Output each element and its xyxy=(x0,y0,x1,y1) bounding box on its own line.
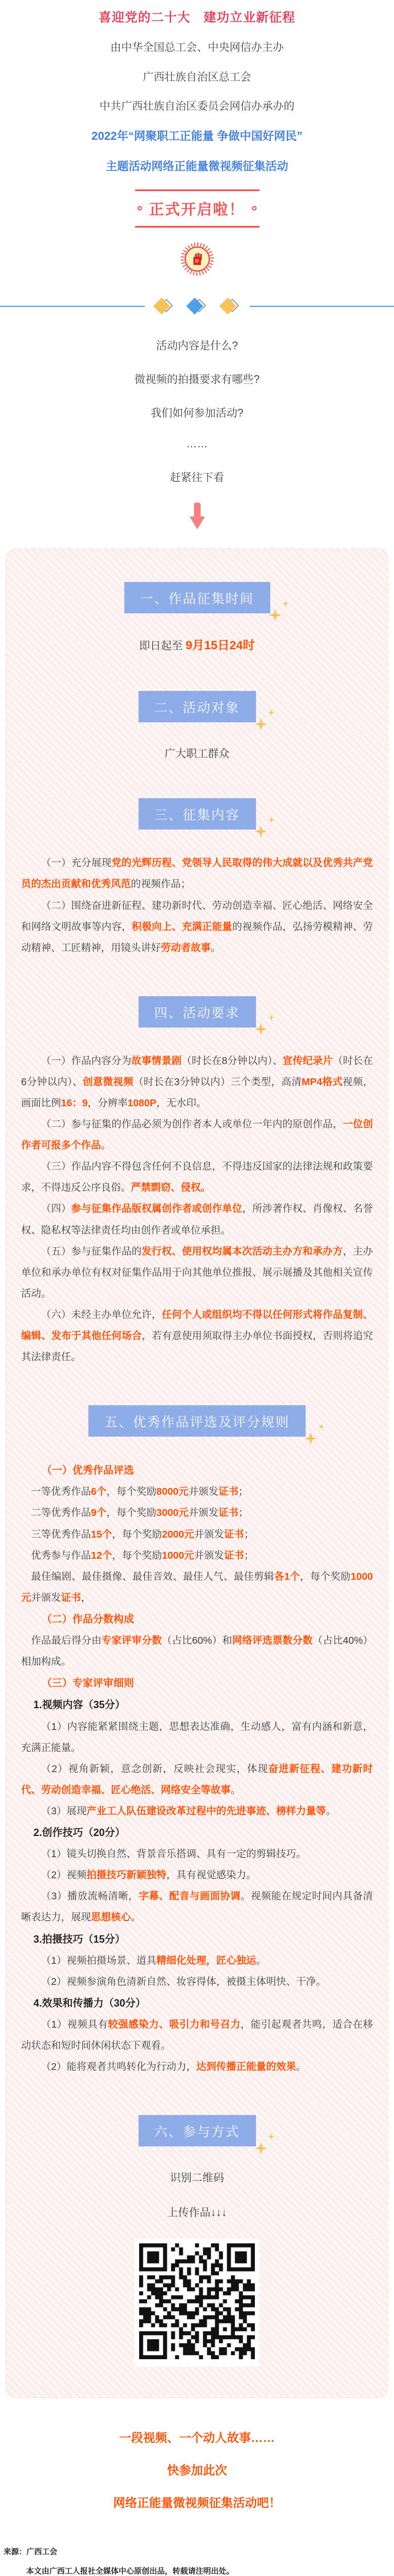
paragraph xyxy=(21,1198,373,1240)
text-segment: 并颁发 xyxy=(189,1507,219,1518)
highlight-segment: 证书 xyxy=(224,1550,244,1561)
paragraph xyxy=(21,895,373,959)
sparkle-icon xyxy=(318,1424,324,1430)
slogan-line: 网络正能量微视频征集活动吧！ xyxy=(0,2494,394,2511)
diamond-icon xyxy=(221,298,239,314)
text-segment: （2）视频参演角色清新自然、妆容得体，被摄主体明快、干净。 xyxy=(41,1976,326,1987)
paragraph xyxy=(21,1524,373,1545)
highlight-segment: 字幕、配音与画面协调 xyxy=(139,1890,241,1902)
paragraph xyxy=(21,1545,373,1566)
paragraph xyxy=(21,1865,373,1886)
paragraph xyxy=(21,2014,373,2056)
text-segment: （3）播放流畅清晰， xyxy=(41,1890,139,1902)
header-blue-line: 2022年“网聚职工正能量 争做中国好网民” xyxy=(0,129,394,144)
down-arrow-icon xyxy=(187,503,208,531)
article-footer xyxy=(0,2429,394,2576)
text-segment: 最佳编剧、最佳摄像、最佳音效、最佳人气、最佳剪辑 xyxy=(31,1571,274,1582)
text-segment: （一）充分展现 xyxy=(41,857,111,868)
highlight-segment: 达到传播正能量的效果 xyxy=(196,2061,296,2072)
text-segment: ，分辨率 xyxy=(88,1097,128,1109)
text-segment: 并颁发 xyxy=(194,1550,224,1561)
paragraph xyxy=(21,1950,373,1971)
text-segment: 的视频作品； xyxy=(131,878,191,889)
center-line xyxy=(21,2204,373,2219)
highlight-segment: 各1个 xyxy=(274,1571,300,1582)
highlight-segment: 9月15日24时 xyxy=(185,639,254,652)
text-segment: ， xyxy=(81,1592,91,1603)
paragraph xyxy=(21,1716,373,1758)
highlight-segment: 奋进新征程、建功新时代、劳动创造幸福、匠心绝活、网络安全等故事 xyxy=(21,1763,373,1795)
highlight-segment: 15个 xyxy=(91,1528,112,1540)
paragraph xyxy=(21,1886,373,1928)
text-segment: ，每个奖励 xyxy=(300,1571,351,1582)
text-segment: （2）能将观者共鸣转化为行动力， xyxy=(41,2061,196,2072)
header-lines xyxy=(0,41,394,114)
center-line xyxy=(21,2169,373,2185)
ring-dot-icon xyxy=(137,206,142,211)
text-segment: （四） xyxy=(41,1203,71,1214)
highlight-segment: 故事情景剧 xyxy=(131,1055,181,1066)
intro-question: 赶紧往下看 xyxy=(0,469,394,484)
text-segment: （1）镜头切换自然、背景音乐搭调、具有一定的剪辑技巧。 xyxy=(41,1848,306,1859)
intro-question: 活动内容是什么? xyxy=(0,337,394,353)
highlight-segment: 证书 xyxy=(61,1592,81,1603)
sub-heading: （二）作品分数构成 xyxy=(21,1608,373,1630)
text-segment: （2）视频 xyxy=(41,1869,87,1881)
criteria-heading: 3.拍摄技巧（15分） xyxy=(21,1928,373,1950)
highlight-segment: 较强感染力、吸引力和号召力 xyxy=(108,2019,240,2030)
text-segment: （三）作品内容不得包含任何不良信息，不得违反国家的法律法规和政策要求，不得违反公序良俗。 xyxy=(21,1160,373,1193)
paragraph xyxy=(21,1843,373,1865)
header-line: 中共广西壮族自治区委员会网信办承办的 xyxy=(0,99,394,114)
section-participate xyxy=(21,2115,373,2367)
text-segment: ； xyxy=(238,1507,249,1518)
article-header xyxy=(0,0,394,314)
section-badge-awards xyxy=(88,1405,306,1437)
page-title: 喜迎党的二十大 建功立业新征程 xyxy=(0,8,394,26)
sparkle-icon xyxy=(269,816,275,823)
section-audience xyxy=(21,691,373,761)
highlight-segment: 12个 xyxy=(91,1550,112,1561)
heart-icon xyxy=(123,781,149,807)
criteria-heading: 2.创作技巧（20分） xyxy=(21,1822,373,1843)
section-badge-time xyxy=(124,582,270,613)
paragraph xyxy=(21,1758,373,1801)
paragraph xyxy=(21,1630,373,1672)
intro-question: 微视频的拍摄要求有哪些? xyxy=(0,371,394,386)
sparkle-icon xyxy=(269,609,282,621)
criteria-heading: 4.效果和传播力（30分） xyxy=(21,1992,373,2014)
section-requirements xyxy=(21,996,373,1368)
paragraph xyxy=(21,1971,373,1992)
highlight-segment: 证书 xyxy=(218,1486,238,1497)
section-badge-wrap xyxy=(21,691,373,722)
section-title: 六、参与方式 xyxy=(155,2124,240,2139)
diamond-icon xyxy=(155,298,173,314)
slogan-line: 一段视频、一个动人故事…… xyxy=(0,2429,394,2446)
text-segment: 。 xyxy=(326,1805,336,1817)
text-segment: （2）视角新颖，意念创新，反映社会现实，体现 xyxy=(41,1763,268,1774)
sparkle-icon xyxy=(269,1014,275,1021)
section-title: 三、征集内容 xyxy=(155,807,240,822)
header-blue-lines xyxy=(0,129,394,175)
open-banner xyxy=(135,189,259,228)
text-segment: 。 xyxy=(231,1784,241,1795)
highlight-segment: 党的光辉历程、党领导人民取得的伟大成就以及优秀共产党员的杰出贡献和优秀风范 xyxy=(21,857,373,889)
intro-question: …… xyxy=(0,438,394,451)
section-badge-wrap xyxy=(21,996,373,1028)
text-segment: 视频，画面比例 xyxy=(21,1076,373,1109)
fist-icon xyxy=(189,251,205,267)
slogan-line: 快参加此次 xyxy=(0,2461,394,2478)
header-line: 由中华全国总工会、中央网信办主办 xyxy=(0,41,394,55)
criteria-heading: 1.视频内容（35分） xyxy=(21,1694,373,1716)
paragraph xyxy=(21,2056,373,2077)
fist-badge-circle xyxy=(185,246,210,272)
divider-line xyxy=(250,306,394,307)
content-panel xyxy=(6,548,388,2398)
text-segment: ，每个奖励 xyxy=(112,1550,162,1561)
text-segment: 。 xyxy=(131,1911,141,1923)
text-segment: 一等优秀作品 xyxy=(31,1486,91,1497)
diamond-icon xyxy=(188,298,206,314)
text-segment: （二）参与征集的作品必须为创作者本人或单位一年内的原创作品， xyxy=(41,1118,343,1130)
highlight-segment: 任何个人或组织均不得以任何形式将作品复制、编辑、发布于其他任何场合 xyxy=(21,1309,373,1341)
text-segment: 识别二维码 xyxy=(170,2172,224,2184)
text-segment: （1）内容能紧紧围绕主题，思想表达准确，生动感人，富有内涵和新意，充满正能量。 xyxy=(21,1721,373,1753)
highlight-segment: 专家评审分数 xyxy=(101,1635,162,1646)
text-segment: （时长在3分钟以内）三个类型，高清 xyxy=(133,1076,302,1087)
ring-dot-icon xyxy=(252,206,257,211)
heart-icon xyxy=(123,674,149,699)
paragraph xyxy=(21,1156,373,1198)
sparkle-icon xyxy=(304,1432,317,1445)
text-segment: （五）参与征集作品的 xyxy=(41,1245,141,1257)
text-segment: （时长在8分钟以内）、 xyxy=(182,1055,283,1066)
heart-icon xyxy=(72,1388,99,1413)
text-segment: 。 xyxy=(101,1139,111,1151)
highlight-segment: 1000元 xyxy=(21,1571,373,1603)
text-segment: ，每个奖励 xyxy=(107,1507,157,1518)
highlight-segment: 参与征集作品版权属创作者或创作单位 xyxy=(71,1203,242,1214)
divider-line xyxy=(0,306,145,307)
highlight-segment: MP4格式 xyxy=(302,1076,343,1087)
sparkle-icon xyxy=(255,2142,267,2154)
text-segment: （一）作品内容分为 xyxy=(41,1055,131,1066)
qr-code[interactable] xyxy=(139,2243,255,2359)
highlight-segment: 精细化处理，匠心独运 xyxy=(156,1955,256,1966)
highlight-segment: 积极向上、充满正能量 xyxy=(132,921,232,932)
paragraph xyxy=(21,1801,373,1822)
text-segment: ，具有视觉感染力。 xyxy=(166,1869,257,1881)
section-badge-content xyxy=(139,798,256,830)
sparkle-icon xyxy=(255,718,267,730)
highlight-segment: 1000元 xyxy=(162,1550,194,1561)
highlight-segment: 8000元 xyxy=(156,1486,188,1497)
paragraph xyxy=(21,852,373,895)
text-segment: 三等优秀作品 xyxy=(31,1528,91,1540)
text-segment: ； xyxy=(238,1486,249,1497)
highlight-segment: 拍摄技巧新颖独特 xyxy=(87,1869,166,1881)
text-segment: 即日起至 xyxy=(139,640,185,652)
highlight-segment: 证书 xyxy=(224,1528,244,1540)
section-title: 四、活动要求 xyxy=(155,1005,240,1020)
section-badge-requirements xyxy=(139,996,256,1028)
open-banner-text: 正式开启啦！ xyxy=(149,198,245,219)
text-segment: （1）视频具有 xyxy=(41,2019,108,2030)
highlight-segment: 严禁剽窃、侵权。 xyxy=(131,1182,211,1193)
diamond-group xyxy=(155,298,239,314)
highlight-segment: 6个 xyxy=(91,1486,107,1497)
section-title: 二、活动对象 xyxy=(155,700,240,715)
highlight-segment: 网络评选票数分数 xyxy=(232,1635,312,1646)
text-segment: （3）展现 xyxy=(41,1805,87,1817)
text-segment: 二等优秀作品 xyxy=(31,1507,91,1518)
paragraph xyxy=(21,1304,373,1368)
text-segment: 并颁发 xyxy=(31,1592,62,1603)
sub-heading: （三）专家评审细则 xyxy=(21,1672,373,1694)
paragraph xyxy=(21,1114,373,1156)
highlight-segment: 一位创作者可报多个作品 xyxy=(21,1118,373,1151)
sparkle-icon xyxy=(283,600,289,606)
section-badge-audience xyxy=(139,691,256,722)
intro-question: 我们如何参加活动? xyxy=(0,405,394,420)
section-time xyxy=(21,582,373,653)
text-segment: ，主办单位和承办单位有权对征集作品用于向其他单位推报、展示展播及其他相关宣传活动。 xyxy=(21,1245,373,1299)
qr-code-wrap xyxy=(21,2239,373,2367)
text-segment: （时长在6分钟以内）、 xyxy=(21,1055,373,1087)
intro-teaser xyxy=(0,337,394,531)
highlight-segment: 发行权、使用权均属本次活动主办方和承办方 xyxy=(141,1245,343,1257)
text-segment: 作品最后得分由 xyxy=(31,1635,102,1646)
section-badge-wrap xyxy=(21,2115,373,2146)
highlight-segment: 2000元 xyxy=(162,1528,194,1540)
text-segment: ，能引起观者共鸣，适合在移动状态和短时间休闲状态下观看。 xyxy=(21,2019,373,2051)
source-label: 来源：广西工会 xyxy=(0,2545,394,2557)
paragraph xyxy=(21,1241,373,1304)
text-segment: ； xyxy=(244,1528,254,1540)
section-badge-participate xyxy=(139,2115,256,2146)
heart-icon xyxy=(123,978,149,1004)
sparkle-icon xyxy=(255,1023,267,1036)
section-divider xyxy=(0,298,394,314)
highlight-segment: 16：9 xyxy=(61,1097,88,1109)
center-line xyxy=(21,636,373,653)
highlight-segment: 证书 xyxy=(218,1507,238,1518)
highlight-segment: 劳动者故事 xyxy=(161,942,211,953)
header-line: 广西壮族自治区总工会 xyxy=(0,70,394,85)
heart-icon xyxy=(108,565,135,591)
highlight-segment: 宣传纪录片 xyxy=(283,1055,333,1066)
center-line xyxy=(21,745,373,761)
paragraph xyxy=(21,1502,373,1523)
text-segment: （占比60%）和 xyxy=(162,1635,232,1646)
heart-icon xyxy=(123,2098,149,2124)
text-segment: （二）围绕奋进新征程、建功新时代、劳动创造幸福、匠心绝活、网络安全和网络文明故事等内容， xyxy=(21,900,373,932)
text-segment: 广大职工群众 xyxy=(164,748,229,760)
text-segment: 的视频作品，弘扬劳模精神、劳动精神、工匠精神，用镜头讲好 xyxy=(21,921,373,953)
section-badge-wrap xyxy=(21,582,373,613)
highlight-segment: 思想核心 xyxy=(91,1911,131,1923)
closing-slogan xyxy=(0,2429,394,2511)
highlight-segment: 9个 xyxy=(91,1507,107,1518)
text-segment: ，每个奖励 xyxy=(107,1486,157,1497)
text-segment: （占比40%）相加构成。 xyxy=(21,1635,373,1667)
text-segment: 并颁发 xyxy=(194,1528,224,1540)
text-segment: ，无水印。 xyxy=(156,1097,206,1109)
highlight-segment: 1080P xyxy=(128,1097,157,1109)
paragraph xyxy=(21,1481,373,1502)
text-segment: （六）未经主办单位允许， xyxy=(41,1309,162,1320)
section-title: 五、优秀作品评选及评分规则 xyxy=(104,1414,290,1429)
sparkle-icon xyxy=(269,2133,275,2140)
section-awards xyxy=(21,1405,373,2077)
highlight-segment: 产业工人队伍建设改革过程中的先进事迹、榜样力量等 xyxy=(87,1805,326,1817)
sparkle-icon xyxy=(255,825,267,838)
section-badge-wrap xyxy=(21,1405,373,1437)
highlight-segment: 3000元 xyxy=(156,1507,188,1518)
section-badge-wrap xyxy=(21,798,373,830)
text-segment: （1）视频拍摄场景、道具 xyxy=(41,1955,156,1966)
paragraph xyxy=(21,1050,373,1114)
attribution-text: 本文由广西工人报社全媒体中心原创出品，转载请注明出处。 xyxy=(0,2565,394,2576)
text-segment: ，每个奖励 xyxy=(112,1528,162,1540)
qr-code-box xyxy=(135,2239,259,2367)
text-segment: 优秀参与作品 xyxy=(31,1550,91,1561)
text-segment: ； xyxy=(244,1550,254,1561)
intro-questions xyxy=(0,337,394,484)
text-segment: ，所涉著作权、肖像权、名誉权、隐私权等法律责任均由创作者或单位承担。 xyxy=(21,1203,373,1235)
raised-fist-emblem-icon xyxy=(181,242,214,276)
text-segment: ，若有意使用须取得主办单位书面授权，否则将追究其法律责任。 xyxy=(21,1330,373,1362)
text-segment: 并颁发 xyxy=(189,1486,219,1497)
sparkle-icon xyxy=(269,709,275,715)
highlight-segment: 创意微视频 xyxy=(83,1076,133,1087)
text-segment: 。 xyxy=(256,1955,266,1966)
text-segment: 。 xyxy=(296,2061,306,2072)
sub-heading: （一）优秀作品评选 xyxy=(21,1459,373,1481)
section-content xyxy=(21,798,373,958)
text-segment: 。视频能在规定时间内具备清晰表达力，展现 xyxy=(21,1890,373,1923)
source-block xyxy=(0,2545,394,2576)
text-segment: 上传作品↓↓↓ xyxy=(167,2207,227,2219)
section-title: 一、作品征集时间 xyxy=(140,591,254,606)
text-segment: 。 xyxy=(211,942,221,953)
header-blue-line: 主题活动网络正能量微视频征集活动 xyxy=(0,159,394,175)
paragraph xyxy=(21,1566,373,1608)
